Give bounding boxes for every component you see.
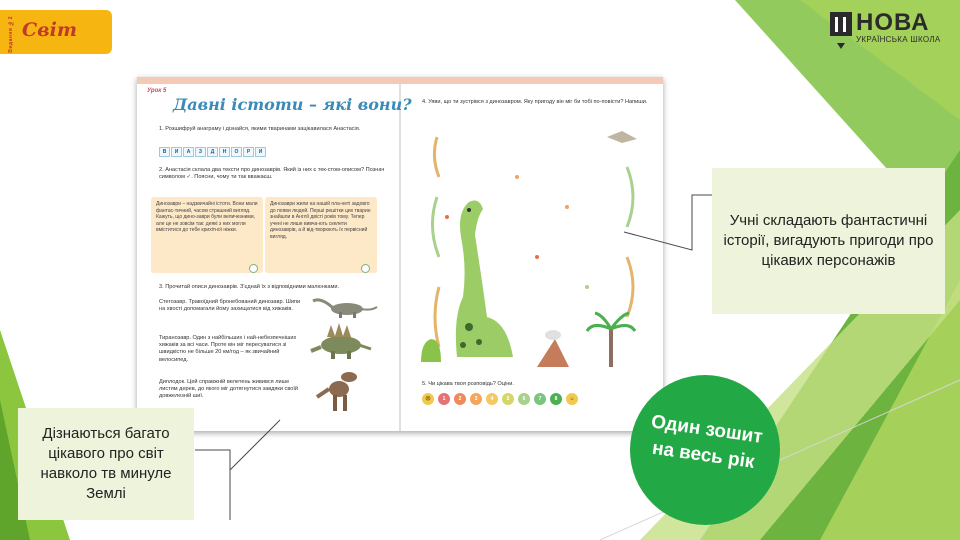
anagram-cell: И: [171, 147, 182, 157]
rating-point: 4: [486, 393, 498, 405]
text-card-1: Динозаври – надзвичайні істоти. Вони мали фантас-тичний, часом страшний вигляд. Кажуть, що дино-заври були величезними, але це не зовсім так: деякі з них могли вміститися до тебе крихітної ніжки.: [151, 197, 263, 273]
anagram-cell: Р: [243, 147, 254, 157]
task-1: 1. Розшифруй анаграму і дізнайся, якими тваринами зацікавилася Анастасія.: [159, 126, 361, 132]
task-2: 2. Анастасія склала два тексти про динозаврів. Який із них є тек-стом-описом? Познач символом ✓. Поясни, чому ти так вважаєш.: [159, 167, 385, 181]
dino-desc-diplodocus: Диплодок. Цей справжній велетень живився лише листям дерев, до якого міг дотягнутися завдяки своїй довжелезній шиї.: [159, 379, 299, 400]
diplodocus-illustration: [309, 293, 379, 319]
nova-logo: [830, 9, 948, 54]
rating-point: 8: [550, 393, 562, 405]
anagram-grid: [159, 147, 266, 157]
rating-point: 2: [454, 393, 466, 405]
dino-desc-tyrannosaurus: Тиранозавр. Один з найбільших і най-небезпечніших хижаків за всі часи. Проте він міг пересуватися зі швидкістю не більше 20 км/год – як звичайний велосипед.: [159, 335, 297, 363]
anagram-cell: З: [195, 147, 206, 157]
publisher-logo: [0, 10, 112, 54]
checkbox-circle-2: [361, 264, 370, 273]
nova-triangle-icon: [837, 43, 845, 49]
lesson-label: Урок 5: [147, 88, 167, 94]
anagram-cell: Н: [219, 147, 230, 157]
rating-point: 6: [518, 393, 530, 405]
checkbox-circle-1: [249, 264, 258, 273]
callout-left: Дізнаються багато цікавого про світ навколо тв минуле Землі: [18, 408, 194, 520]
book-title: Давні істоти – які вони?: [173, 95, 412, 114]
anagram-cell: О: [231, 147, 242, 157]
workbook-spread: [137, 77, 663, 431]
rating-point: 1: [438, 393, 450, 405]
anagram-cell: В: [159, 147, 170, 157]
sad-face-icon: ☹: [422, 393, 434, 405]
one-notebook-badge: [630, 375, 780, 525]
nova-mark-icon: [830, 12, 852, 36]
publisher-logo-brand: Світ: [22, 19, 77, 41]
book-fold: [399, 84, 401, 431]
rating-scale: [422, 393, 578, 405]
text-card-2: Динозаври жили на нашій пла-неті задовго до появи людей. Перші решітки цих тварин знайшли в Англії двісті років тому. Тепер учені не лише вивча-ють скелети динозаврів, а й від-творюють їх первісний вигляд.: [265, 197, 377, 273]
nova-title: НОВА: [856, 9, 930, 36]
task-4: 4. Уяви, що ти зустрівся з динозавром. Яку пригоду він міг би тобі по-повісти? Напиши.: [422, 99, 648, 105]
tyrannosaurus-illustration: [315, 367, 365, 415]
task-5: 5. Чи цікава твоя розповідь? Оціни.: [422, 381, 514, 387]
badge-line-1: Один зошит: [649, 411, 764, 448]
right-page-illustration: [417, 117, 657, 377]
badge-text: [627, 407, 783, 479]
happy-face-icon: ☺: [566, 393, 578, 405]
nova-subtitle: УКРАЇНСЬКА ШКОЛА: [856, 35, 941, 44]
rating-point: 7: [534, 393, 546, 405]
callout-right: Учні складають фантастичні історії, вигадують пригоди про цікавих персонажів: [712, 168, 945, 314]
publisher-logo-side: Видання №2: [8, 16, 14, 53]
badge-line-2: на весь рік: [650, 437, 756, 473]
stegosaurus-illustration: [307, 321, 377, 361]
book-top-strip: [137, 77, 663, 84]
anagram-cell: И: [255, 147, 266, 157]
dino-desc-stegosaurus: Стегозавр. Травоїдний бронебований динозавр. Шипи на хвості допомагали йому захищатися від хижаків.: [159, 299, 301, 313]
anagram-cell: А: [183, 147, 194, 157]
anagram-cell: Д: [207, 147, 218, 157]
rating-point: 3: [470, 393, 482, 405]
task-3: 3. Прочитай описи динозаврів. З'єднай їх з відповідними малюнками.: [159, 284, 340, 290]
rating-point: 5: [502, 393, 514, 405]
